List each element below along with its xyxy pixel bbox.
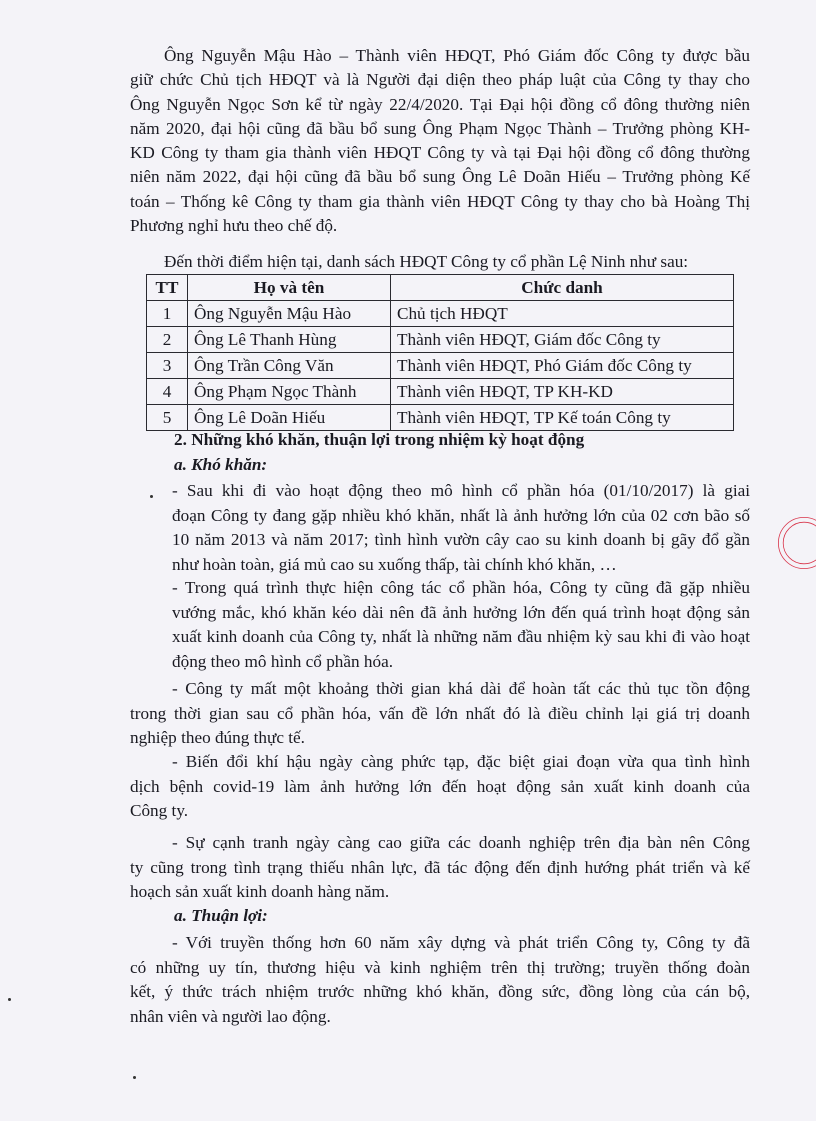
table-row [147, 327, 734, 353]
text-line: vướng mắc, khó khăn kéo dài nên đã ảnh hưởng lớn đến quá trình hoạt động sản [172, 602, 750, 622]
row-title: Chủ tịch HĐQT [391, 301, 734, 327]
advantages-label: a. Thuận lợi: [174, 906, 268, 925]
row-title: Thành viên HĐQT, TP KH-KD [391, 379, 734, 405]
text-line: trong thời gian sau cổ phần hóa, vấn đề lớn nhất đó là điều chỉnh lại giá trị doanh [130, 703, 750, 723]
board-members-table [146, 274, 734, 431]
text-line: Ông Nguyễn Mậu Hào – Thành viên HĐQT, Phó Giám đốc Công ty được bầu [164, 46, 750, 65]
text-line: - Biến đổi khí hậu ngày càng phức tạp, đặc biệt giai đoạn vừa qua tình hình [172, 752, 750, 771]
text-line: năm 2020, đại hội cũng đã bầu bổ sung Ông Phạm Ngọc Thành – Trưởng phòng KH- [130, 118, 750, 138]
row-name: Ông Lê Doãn Hiếu [188, 405, 391, 431]
intro-paragraph [130, 44, 750, 238]
table-row [147, 353, 734, 379]
text-line: toán – Thống kê Công ty tham gia thành viên HĐQT Công ty thay cho bà Hoàng Thị [130, 191, 750, 211]
text-line: dịch bệnh covid-19 làm ảnh hưởng lớn đến hoạt động sản xuất kinh doanh của [130, 776, 750, 796]
text-line: kết, ý thức trách nhiệm trước những khó khăn, đồng sức, đồng lòng của cán bộ, [130, 982, 750, 1001]
text-line: - Sau khi đi vào hoạt động theo mô hình cổ phần hóa (01/10/2017) là giai [172, 481, 750, 500]
text-line: giữ chức Chủ tịch HĐQT và là Người đại diện theo pháp luật của Công ty thay cho [130, 70, 750, 90]
difficulty-item [130, 750, 750, 824]
text-line: - Công ty mất một khoảng thời gian khá dài để hoàn tất các thủ tục tồn động [172, 679, 750, 698]
advantage-item [130, 931, 750, 1029]
row-tt: 1 [147, 301, 188, 327]
row-name: Ông Trần Công Văn [188, 353, 391, 379]
text-line: - Sự cạnh tranh ngày càng cao giữa các doanh nghiệp trên địa bàn nên Công [172, 833, 750, 852]
company-seal-icon [776, 468, 816, 618]
header-name: Họ và tên [188, 275, 391, 301]
text-line: - Trong quá trình thực hiện công tác cổ phần hóa, Công ty cũng đã gặp nhiều [172, 578, 750, 597]
text-line: có những uy tín, thương hiệu và kinh nghiệm trên thị trường; truyền thống đoàn [130, 957, 750, 977]
table-header-row [147, 275, 734, 301]
difficulty-item [130, 576, 750, 674]
text-line: hoạch sản xuất kinh doanh hàng năm. [130, 882, 390, 901]
speck [8, 998, 11, 1001]
text-line: nghiệp theo đúng thực tế. [130, 728, 305, 747]
header-title: Chức danh [391, 275, 734, 301]
difficulties-label: a. Khó khăn: [174, 455, 268, 474]
difficulty-item [130, 677, 750, 751]
speck [150, 495, 153, 498]
text-line: xuất kinh doanh của Công ty, nhất là những năm đầu nhiệm kỳ sau khi đi vào hoạt [172, 627, 750, 646]
table-row [147, 301, 734, 327]
text-line: như hoàn toàn, giá mủ cao su xuống thấp, tài chính khó khăn, … [172, 554, 617, 574]
row-tt: 5 [147, 405, 188, 431]
row-tt: 4 [147, 379, 188, 405]
text-line: niên năm 2022, đại hội cũng đã bầu bổ sung Ông Lê Doãn Hiếu – Trưởng phòng Kế [130, 167, 750, 187]
text-line: Ông Nguyễn Ngọc Sơn kể từ ngày 22/4/2020. Tại Đại hội đồng cổ đông thường niên [130, 94, 750, 114]
row-name: Ông Phạm Ngọc Thành [188, 379, 391, 405]
text-line: động theo mô hình cổ phần hóa. [172, 651, 394, 671]
row-title: Thành viên HĐQT, TP Kế toán Công ty [391, 405, 734, 431]
text-line: KD Công ty tham gia thành viên HĐQT Công ty và tại Đại hội đồng cổ đông thường [130, 143, 750, 163]
row-name: Ông Nguyễn Mậu Hào [188, 301, 391, 327]
text-line: nhân viên và người lao động. [130, 1006, 331, 1026]
text-line: - Với truyền thống hơn 60 năm xây dựng và phát triển Công ty, Công ty đã [172, 933, 750, 952]
text-line: Công ty. [130, 801, 189, 820]
row-tt: 2 [147, 327, 188, 353]
row-title: Thành viên HĐQT, Phó Giám đốc Công ty [391, 353, 734, 379]
row-title: Thành viên HĐQT, Giám đốc Công ty [391, 327, 734, 353]
row-name: Ông Lê Thanh Hùng [188, 327, 391, 353]
list-intro: Đến thời điểm hiện tại, danh sách HĐQT Công ty cổ phần Lệ Ninh như sau: [164, 252, 689, 271]
table-row [147, 379, 734, 405]
text-line: 10 năm 2013 và năm 2017; tình hình vườn cây cao su kinh doanh bị gãy đổ gần [172, 530, 750, 549]
header-tt: TT [147, 275, 188, 301]
speck [133, 1076, 136, 1079]
text-line: đoạn Công ty đang gặp nhiều khó khăn, nhất là ảnh hưởng lớn của 02 cơn bão số [172, 505, 750, 525]
text-line: ty cũng trong tình trạng thiếu nhân lực, đã tác động đến định hướng phát triển và kế [130, 857, 750, 877]
table-row [147, 405, 734, 431]
difficulty-item [130, 831, 750, 905]
text-line: Phương nghỉ hưu theo chế độ. [130, 216, 338, 236]
section-heading: 2. Những khó khăn, thuận lợi trong nhiệm kỳ hoạt động [174, 430, 585, 449]
row-tt: 3 [147, 353, 188, 379]
difficulty-item [130, 479, 750, 577]
